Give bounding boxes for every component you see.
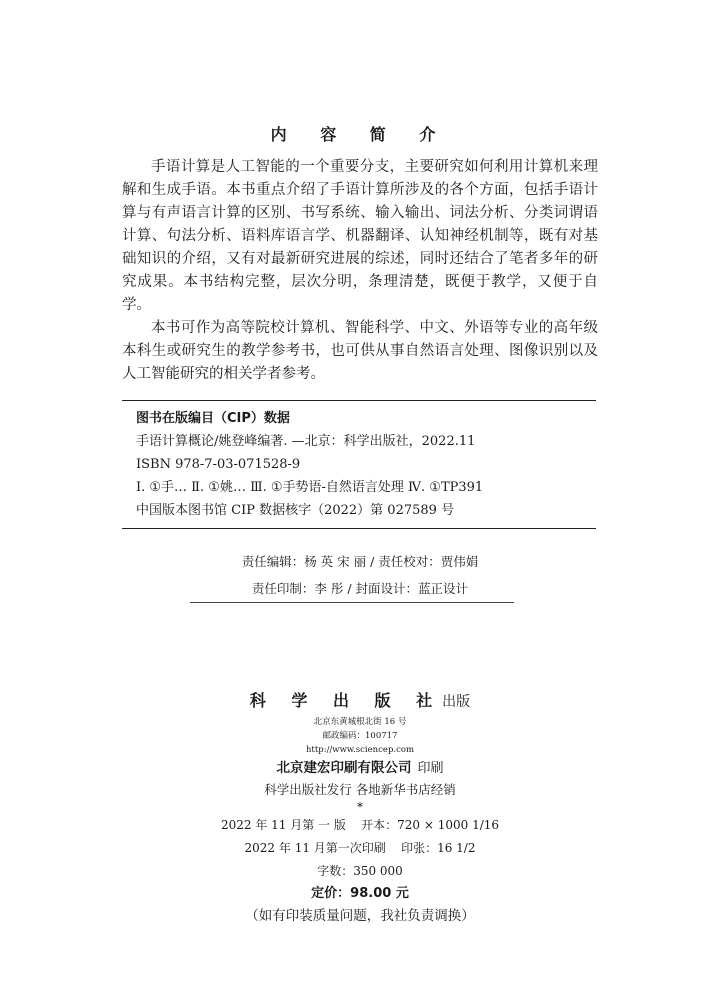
cip-classification: Ⅰ. ①手… Ⅱ. ①姚… Ⅲ. ①手势语-自然语言处理 Ⅳ. ①TP391	[136, 480, 484, 495]
price-line	[0, 883, 720, 905]
cip-heading: 图书在版编目（CIP）数据	[136, 411, 290, 426]
cip-record-number: 中国版本图书馆 CIP 数据核字（2022）第 027589 号	[136, 503, 455, 518]
edition-date: 2022 年 11 月第 一 版	[220, 818, 346, 832]
cip-line: 手语计算概论/姚登峰编著. —北京：科学出版社，2022.11	[136, 434, 476, 449]
price-value: 98.00 元	[350, 886, 409, 901]
publisher-url: http://www.sciencep.com	[305, 745, 415, 755]
publisher-address: 北京东黄城根北街 16 号	[313, 717, 407, 727]
abstract	[122, 156, 598, 386]
publication-info	[0, 688, 720, 927]
printer-line	[0, 757, 720, 780]
book-format: 开本：720 × 1000 1/16	[361, 818, 500, 832]
print-date: 2022 年 11 月第一次印刷	[244, 841, 386, 855]
quality-notice: （如有印装质量问题，我社负责调换）	[245, 908, 475, 924]
publisher-role: 出版	[442, 694, 471, 710]
publisher-postcode: 邮政编码：100717	[322, 731, 398, 741]
staff-line-production: 责任印制：李 彤 / 封面设计：蓝正设计	[251, 581, 469, 596]
separator-star: *	[357, 800, 363, 814]
staff-credits	[0, 548, 720, 602]
cip-data-block	[122, 400, 596, 529]
print-sheets: 印张：16 1/2	[401, 841, 476, 855]
printer-logo: 北京建宏印刷有限公司	[276, 760, 412, 776]
abstract-paragraph: 本书可作为高等院校计算机、智能科学、中文、外语等专业的高年级本科生或研究生的教学参考书，也可供从事自然语言处理、图像识别以及人工智能研究的相关学者参考。	[122, 320, 598, 382]
divider	[190, 602, 514, 603]
printer-role: 印刷	[417, 761, 444, 776]
page-title: 内 容 简 介	[270, 125, 450, 144]
publisher-line	[0, 688, 720, 715]
word-count: 字数：350 000	[317, 864, 403, 878]
abstract-paragraph: 手语计算是人工智能的一个重要分支，主要研究如何利用计算机来理解和生成手语。本书重点介绍了手语计算所涉及的各个方面，包括手语计算与有声语言计算的区别、书写系统、输入输出、词法分析、分类词谓语计算、句法分析、语料库语言学、机器翻译、认知神经机制等，既有对基础知识的介绍，又有对最新研究进展的综述，同时还结合了笔者多年的研究成果。本书结构完整，层次分明，条理清楚，既便于教学，又便于自学。	[122, 159, 598, 313]
publisher-logo: 科 学 出 版 社	[249, 691, 443, 710]
staff-line-editors: 责任编辑：杨 英 宋 丽 / 责任校对：贾伟娟	[241, 554, 479, 569]
edition-line	[0, 814, 720, 837]
price-label: 定价：	[311, 886, 351, 901]
printing-line	[0, 837, 720, 860]
cip-isbn: ISBN 978-7-03-071528-9	[136, 457, 301, 472]
distribution-line: 科学出版社发行 各地新华书店经销	[264, 782, 456, 797]
